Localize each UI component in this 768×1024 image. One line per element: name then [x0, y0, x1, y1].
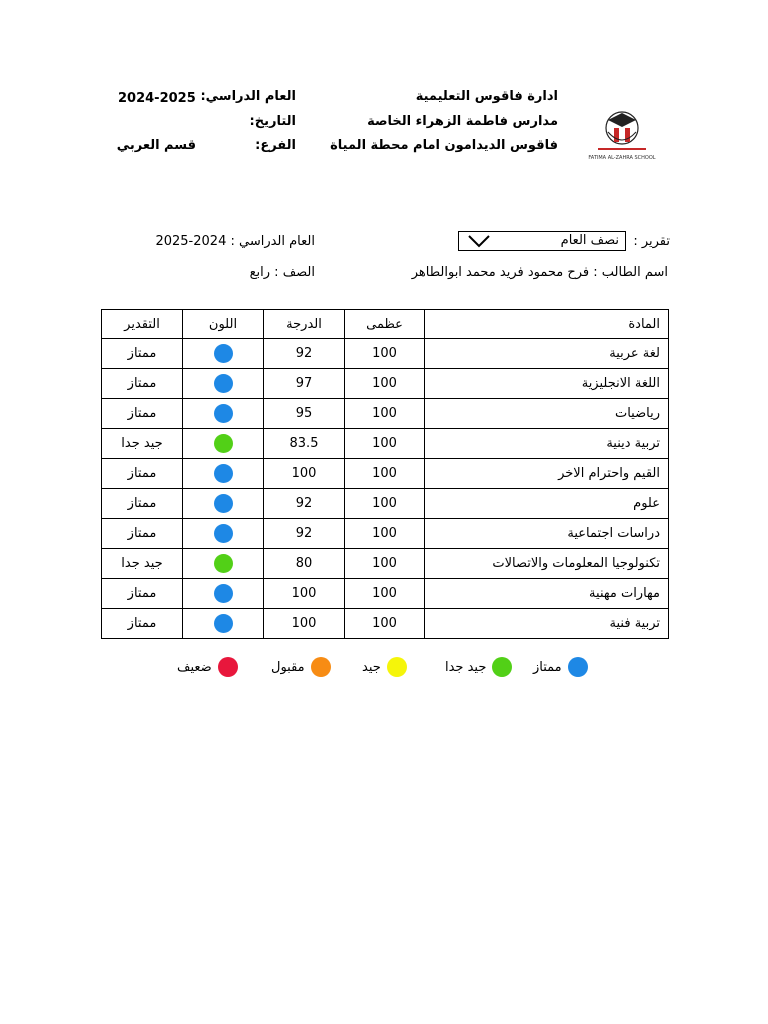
legend-label: مقبول — [271, 659, 305, 675]
legend-dot — [568, 657, 588, 677]
row-grade: 95 — [264, 399, 345, 429]
row-color-cell — [183, 399, 264, 429]
table-row — [102, 369, 669, 399]
row-color-cell — [183, 549, 264, 579]
row-color-cell — [183, 579, 264, 609]
row-subject: علوم — [425, 489, 669, 519]
row-grade: 92 — [264, 519, 345, 549]
table-row — [102, 489, 669, 519]
row-max: 100 — [345, 339, 425, 369]
row-color-cell — [183, 339, 264, 369]
header-estimate: التقدير — [102, 310, 183, 339]
row-grade: 92 — [264, 489, 345, 519]
legend-item-acceptable — [271, 655, 331, 679]
row-subject: رياضيات — [425, 399, 669, 429]
report-period-select[interactable] — [458, 231, 626, 251]
row-color-cell — [183, 489, 264, 519]
row-color-cell — [183, 459, 264, 489]
table-row — [102, 459, 669, 489]
grade-color-dot — [214, 524, 233, 543]
legend-label: ضعيف — [177, 659, 212, 675]
row-subject: تكنولوجيا المعلومات والاتصالات — [425, 549, 669, 579]
header-grade: الدرجة — [264, 310, 345, 339]
school-address: فاقوس الديدامون امام محطة المياة — [330, 138, 558, 153]
table-row — [102, 549, 669, 579]
header-subject: المادة — [425, 310, 669, 339]
legend-dot — [218, 657, 238, 677]
grades-table — [101, 309, 669, 639]
row-max: 100 — [345, 489, 425, 519]
legend-dot — [492, 657, 512, 677]
row-estimate: ممتاز — [102, 339, 183, 369]
header-max: عظمى — [345, 310, 425, 339]
grade-color-dot — [214, 434, 233, 453]
row-subject: تربية فنية — [425, 609, 669, 639]
report-period-value: نصف العام — [560, 233, 619, 248]
legend-item-very-good — [445, 655, 512, 679]
row-max: 100 — [345, 519, 425, 549]
row-max: 100 — [345, 609, 425, 639]
row-estimate: ممتاز — [102, 579, 183, 609]
table-row — [102, 579, 669, 609]
legend-label: ممتاز — [533, 659, 562, 675]
row-max: 100 — [345, 549, 425, 579]
branch-label: الفرع: — [255, 138, 296, 153]
row-color-cell — [183, 429, 264, 459]
report-academic-year: العام الدراسي : 2024-2025 — [155, 234, 315, 249]
legend-label: جيد جدا — [445, 659, 487, 675]
row-subject: القيم واحترام الاخر — [425, 459, 669, 489]
row-subject: لغة عربية — [425, 339, 669, 369]
student-grade-level: الصف : رابع — [249, 265, 315, 280]
legend-item-weak — [177, 655, 238, 679]
row-estimate: جيد جدا — [102, 429, 183, 459]
chevron-down-icon — [467, 234, 491, 248]
row-grade: 92 — [264, 339, 345, 369]
row-grade: 97 — [264, 369, 345, 399]
row-estimate: ممتاز — [102, 489, 183, 519]
legend-item-good — [362, 655, 407, 679]
legend-dot — [387, 657, 407, 677]
grade-color-dot — [214, 554, 233, 573]
legend-item-excellent — [533, 655, 588, 679]
grade-color-dot — [214, 494, 233, 513]
grade-color-dot — [214, 584, 233, 603]
grade-color-dot — [214, 404, 233, 423]
report-label: تقرير : — [633, 234, 670, 249]
grade-color-dot — [214, 374, 233, 393]
academic-year-label: العام الدراسي: — [200, 89, 296, 104]
grade-color-dot — [214, 344, 233, 363]
table-row — [102, 399, 669, 429]
row-grade: 83.5 — [264, 429, 345, 459]
row-max: 100 — [345, 399, 425, 429]
row-grade: 100 — [264, 459, 345, 489]
date-label: التاريخ: — [249, 114, 296, 129]
row-grade: 80 — [264, 549, 345, 579]
header-color: اللون — [183, 310, 264, 339]
row-estimate: ممتاز — [102, 399, 183, 429]
row-max: 100 — [345, 429, 425, 459]
row-subject: مهارات مهنية — [425, 579, 669, 609]
row-color-cell — [183, 369, 264, 399]
legend-label: جيد — [362, 659, 381, 675]
grade-color-dot — [214, 614, 233, 633]
logo-caption: FATIMA AL-ZAHRA SCHOOL — [588, 155, 656, 161]
row-max: 100 — [345, 369, 425, 399]
table-row — [102, 519, 669, 549]
row-estimate: ممتاز — [102, 459, 183, 489]
row-color-cell — [183, 609, 264, 639]
row-estimate: جيد جدا — [102, 549, 183, 579]
legend-dot — [311, 657, 331, 677]
academic-year-value: 2024-2025 — [118, 91, 196, 106]
row-estimate: ممتاز — [102, 609, 183, 639]
row-subject: تربية دينية — [425, 429, 669, 459]
row-estimate: ممتاز — [102, 369, 183, 399]
row-grade: 100 — [264, 609, 345, 639]
district-name: ادارة فاقوس التعليمية — [415, 89, 558, 104]
table-row — [102, 429, 669, 459]
branch-value: قسم العربي — [116, 138, 196, 153]
row-max: 100 — [345, 459, 425, 489]
row-grade: 100 — [264, 579, 345, 609]
grade-color-dot — [214, 464, 233, 483]
school-name: مدارس فاطمة الزهراء الخاصة — [367, 114, 558, 129]
row-subject: دراسات اجتماعية — [425, 519, 669, 549]
table-row — [102, 609, 669, 639]
student-name: اسم الطالب : فرح محمود فريد محمد ابوالطاهر — [411, 265, 668, 280]
row-estimate: ممتاز — [102, 519, 183, 549]
row-max: 100 — [345, 579, 425, 609]
row-color-cell — [183, 519, 264, 549]
row-subject: اللغة الانجليزية — [425, 369, 669, 399]
table-header-row — [102, 310, 669, 339]
table-row — [102, 339, 669, 369]
